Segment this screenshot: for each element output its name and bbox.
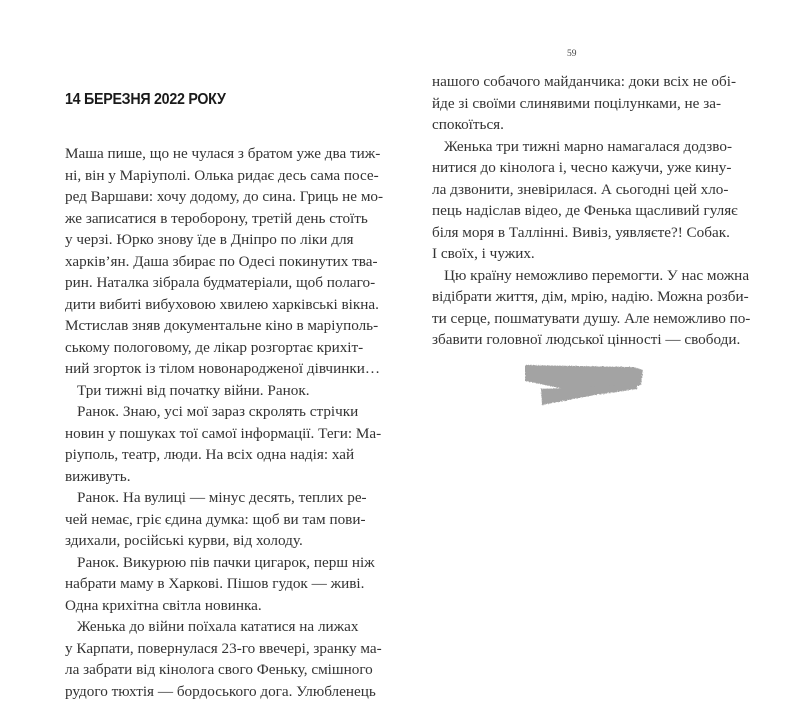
text-line: І своїх, і чужих. (432, 243, 718, 265)
text-line: Ранок. На вулиці — мінус десять, теплих ре- (65, 487, 351, 509)
text-line: Женька три тижні марно намагалася додзво- (432, 136, 718, 158)
right-page-body (432, 71, 718, 351)
text-line: ському пологовому, де лікар розгортає крихіт- (65, 337, 351, 359)
text-line: харків’ян. Даша збирає по Одесі покинутих тва- (65, 251, 351, 273)
text-line: Одна крихітна світла новинка. (65, 595, 351, 617)
text-line: рудого тюхтія — бордоського дога. Улюбленець (65, 681, 351, 702)
left-page (0, 0, 400, 645)
text-line: Женька до війни поїхала кататися на лижах (65, 616, 351, 638)
text-line: збавити головної людської цінності — свободи. (432, 329, 718, 351)
text-line: дити вибиті вибуховою хвилею харківські вікна. (65, 294, 351, 316)
text-line: ла забрати від кінолога свого Феньку, смішного (65, 659, 351, 681)
text-line: виживуть. (65, 466, 351, 488)
text-line: Три тижні від початку війни. Ранок. (65, 380, 351, 402)
text-line: нитися до кінолога і, чесно кажучи, уже кину- (432, 157, 718, 179)
text-line: спокоїться. (432, 114, 718, 136)
text-line: ред Варшави: хочу додому, до сина. Гриць не мо- (65, 186, 351, 208)
text-line: відібрати життя, дім, мрію, надію. Можна розби- (432, 286, 718, 308)
text-line: ний згорток із тілом новонародженої дівчинки… (65, 358, 351, 380)
text-line: біля моря в Таллінні. Вивіз, уявляєте?! Собак. (432, 222, 718, 244)
text-line: Мстислав зняв документальне кіно в маріуполь- (65, 315, 351, 337)
brush-stroke-ornament-icon (525, 363, 655, 413)
text-line: Цю країну неможливо перемогти. У нас можна (432, 265, 718, 287)
text-line: Ранок. Викурюю пів пачки цигарок, перш ніж (65, 552, 351, 574)
chapter-heading: 14 БЕРЕЗНЯ 2022 РОКУ (65, 91, 226, 109)
text-line: ти серце, пошматувати душу. Але неможливо по- (432, 308, 718, 330)
text-line: набрати маму в Харкові. Пішов гудок — живі. (65, 573, 351, 595)
text-line: пець надіслав відео, де Фенька щасливий гуляє (432, 200, 718, 222)
text-line: ріуполь, театр, люди. На всіх одна надія: хай (65, 444, 351, 466)
text-line: чей немає, гріє єдина думка: щоб ви там пови- (65, 509, 351, 531)
text-line: рин. Наталка зібрала будматеріали, щоб полаго- (65, 272, 351, 294)
text-line: нашого собачого майданчика: доки всіх не обі- (432, 71, 718, 93)
text-line: у Карпати, повернулася 23-го ввечері, зранку ма- (65, 638, 351, 660)
right-page (400, 0, 800, 645)
text-line: Маша пише, що не чулася з братом уже два тиж- (65, 143, 351, 165)
left-page-body (65, 143, 351, 702)
text-line: ла дзвонити, зневірилася. А сьогодні цей хло- (432, 179, 718, 201)
text-line: новин у пошуках тої самої інформації. Теги: Ма- (65, 423, 351, 445)
text-line: йде зі своїми слинявими поцілунками, не за- (432, 93, 718, 115)
page-number: 59 (567, 49, 577, 59)
text-line: ні, він у Маріуполі. Олька ридає десь сама посе- (65, 165, 351, 187)
text-line: у черзі. Юрко знову їде в Дніпро по ліки для (65, 229, 351, 251)
text-line: же записатися в тероборону, третій день стоїть (65, 208, 351, 230)
text-line: Ранок. Знаю, усі мої зараз скролять стрічки (65, 401, 351, 423)
text-line: здихали, російські курви, від холоду. (65, 530, 351, 552)
